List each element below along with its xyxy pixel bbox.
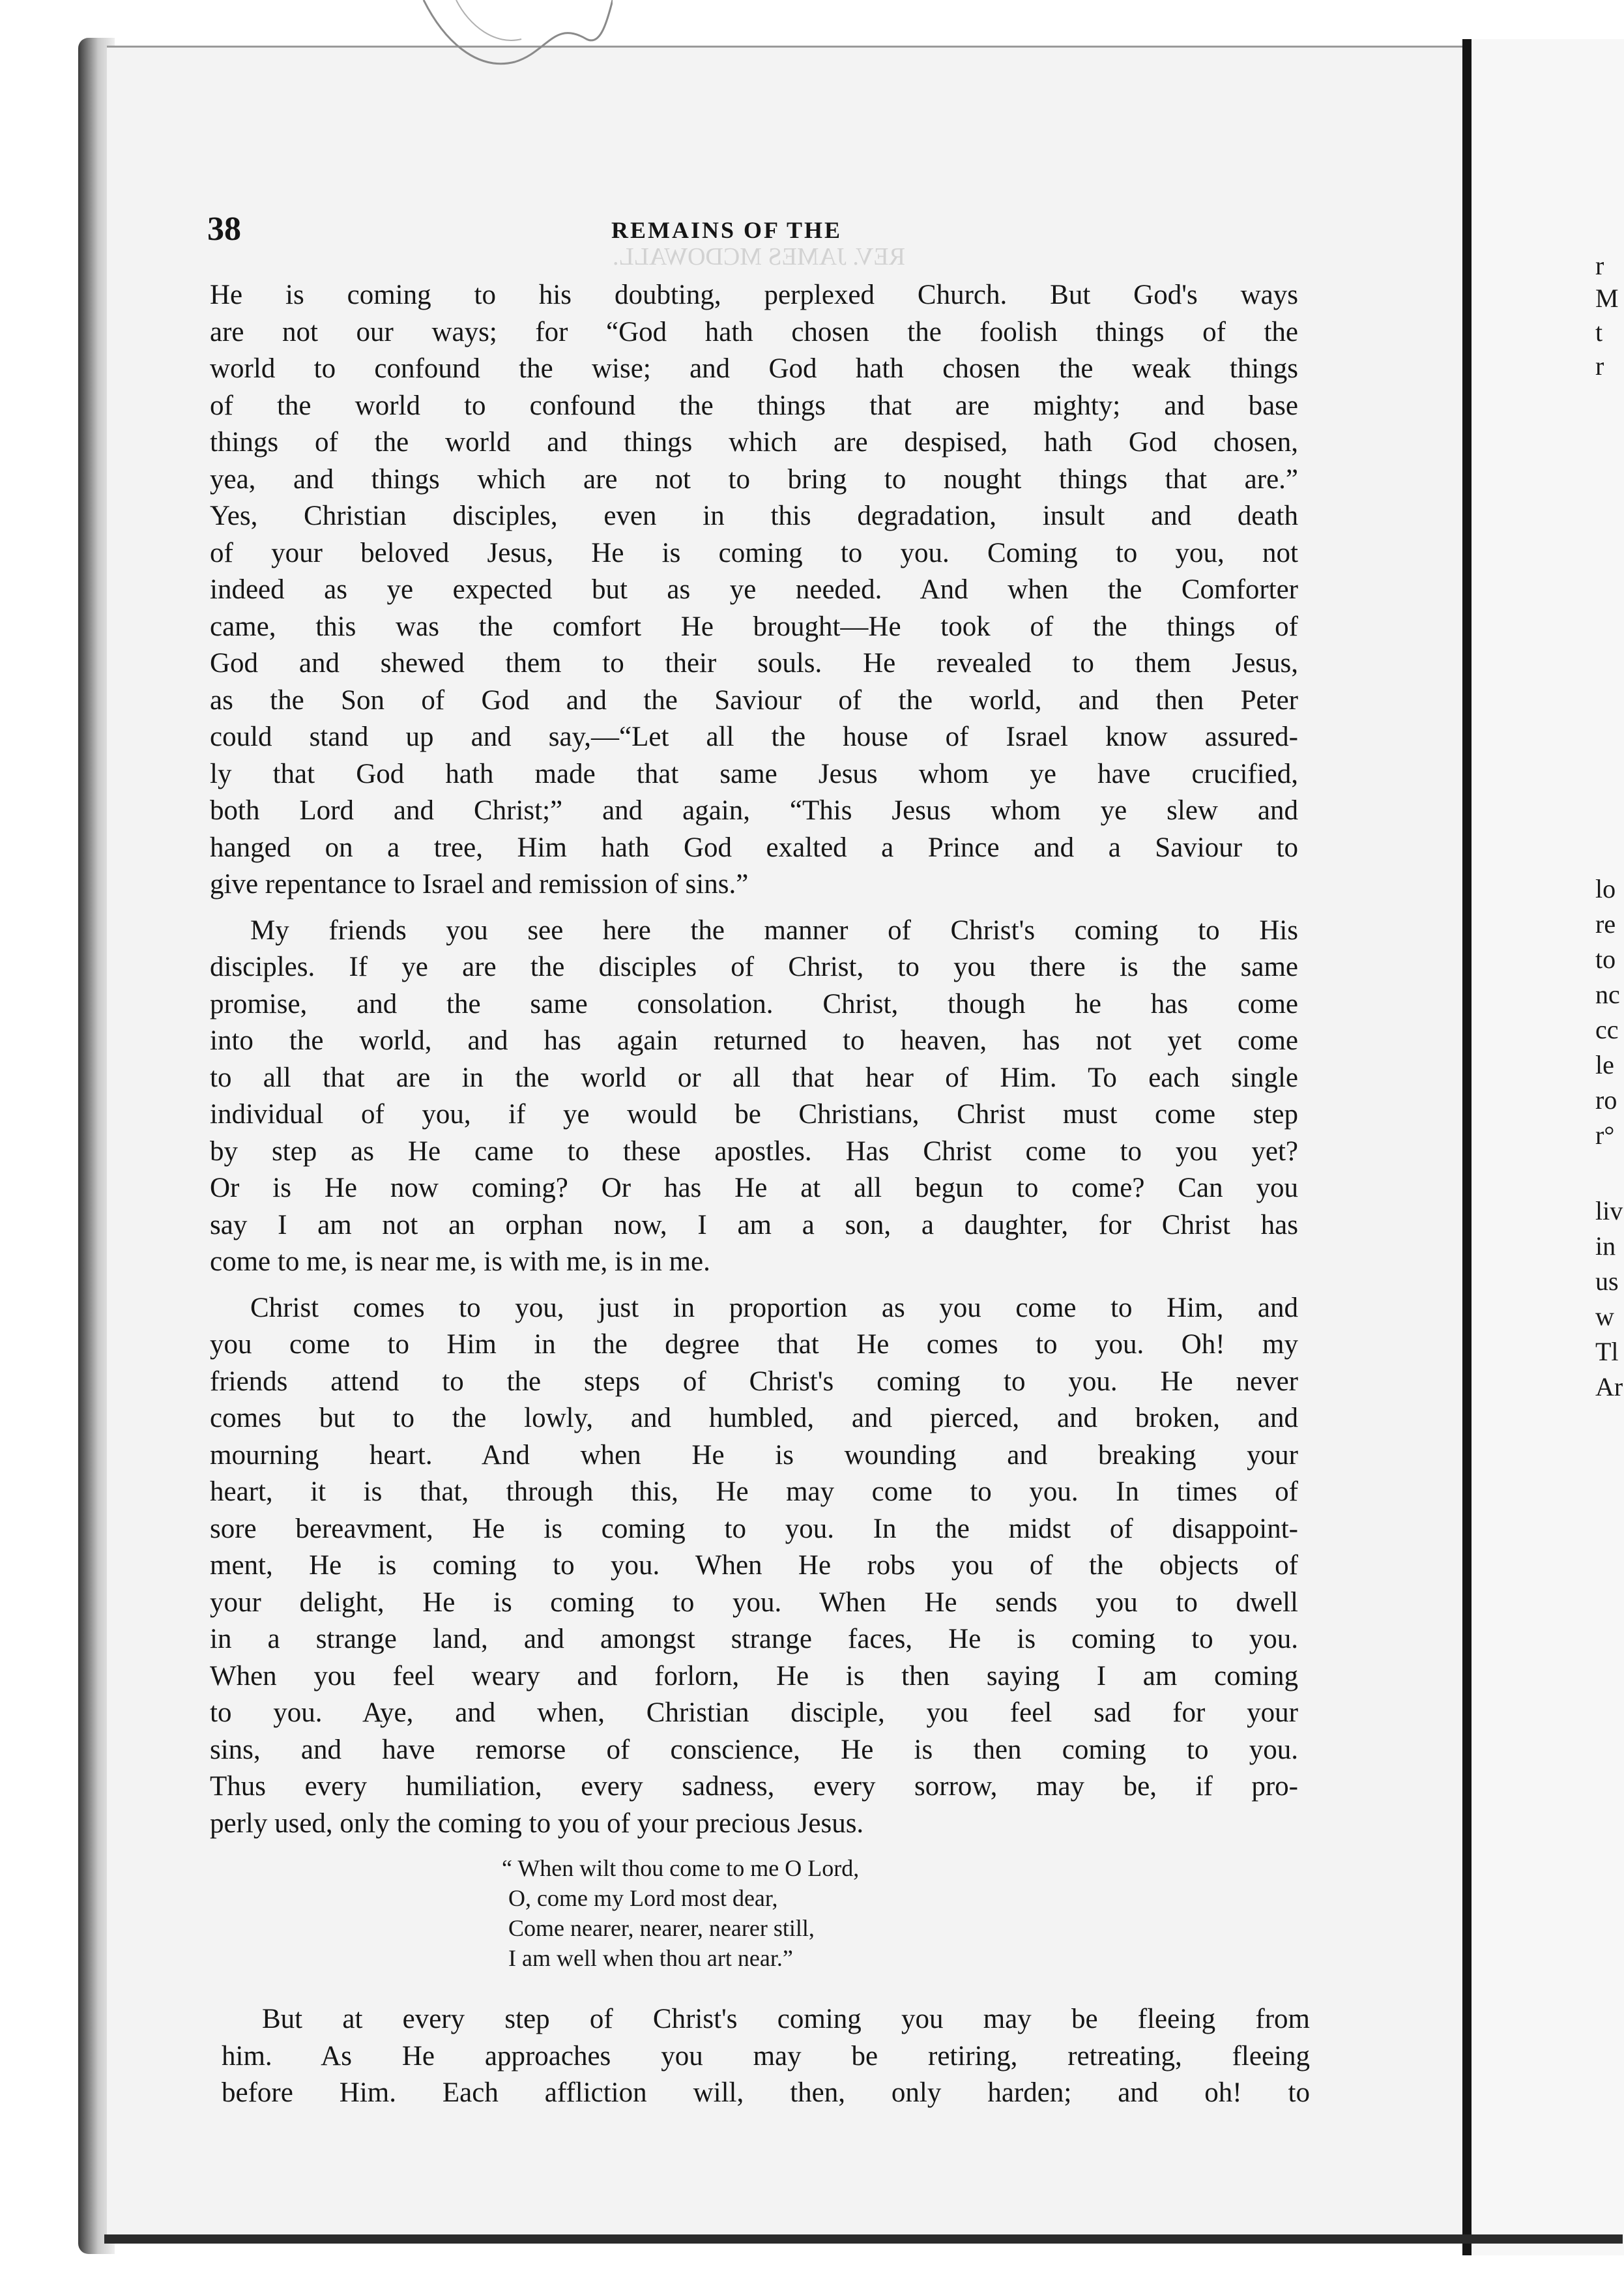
fragment-text: r xyxy=(1595,351,1604,381)
page-gutter xyxy=(1462,39,1472,2255)
fragment-text: in xyxy=(1595,1231,1616,1261)
text-line: of your beloved Jesus, He is coming to you. Coming to you, not xyxy=(210,537,1298,568)
fragment-text: us xyxy=(1595,1266,1619,1296)
text-line: things of the world and things which are despised, hath God chosen, xyxy=(210,427,1298,458)
text-line: Or is He now coming? Or has He at all begun to come? Can you xyxy=(210,1173,1298,1203)
text-line: to you. Aye, and when, Christian disciple, you feel sad for your xyxy=(210,1697,1298,1728)
body-text xyxy=(210,277,1298,1842)
text-line: God and shewed them to their souls. He revealed to them Jesus, xyxy=(210,648,1298,679)
text-line: Thus every humiliation, every sadness, every sorrow, may be, if pro- xyxy=(210,1771,1298,1802)
text-line: sins, and have remorse of conscience, He is then coming to you. xyxy=(210,1734,1298,1765)
fragment-text: Ar xyxy=(1595,1372,1623,1401)
text-line: Christ comes to you, just in proportion as you come to Him, and xyxy=(250,1292,1298,1323)
fragment-text: r xyxy=(1595,251,1604,280)
text-line: give repentance to Israel and remission of sins.” xyxy=(210,869,749,900)
text-line: promise, and the same consolation. Christ, though he has come xyxy=(210,988,1298,1019)
verse-line: O, come my Lord most dear, xyxy=(508,1885,778,1911)
text-line: say I am not an orphan now, I am a son, a daughter, for Christ has xyxy=(210,1209,1298,1240)
text-line: your delight, He is coming to you. When He sends you to dwell xyxy=(210,1587,1298,1618)
verse-line: I am well when thou art near.” xyxy=(508,1945,793,1971)
torn-paper-mark xyxy=(417,0,613,78)
text-line: ment, He is coming to you. When He robs you of the objects of xyxy=(210,1550,1298,1581)
text-line: by step as He came to these apostles. Has Christ come to you yet? xyxy=(210,1135,1298,1167)
text-line: But at every step of Christ's coming you may be fleeing from xyxy=(262,2004,1310,2034)
text-line: could stand up and say,—“Let all the house of Israel know assured- xyxy=(210,722,1298,752)
text-line: him. As He approaches you may be retiring, retreating, fleeing xyxy=(222,2040,1310,2072)
running-head xyxy=(207,210,1309,249)
text-line: come to me, is near me, is with me, is in me. xyxy=(210,1246,710,1277)
text-line: before Him. Each affliction will, then, only harden; and oh! to xyxy=(222,2077,1310,2108)
text-line: sore bereavment, He is coming to you. In the midst of disappoint- xyxy=(210,1513,1298,1544)
bleed-through-text: REV. JAMES MCDOWALL. xyxy=(613,243,906,271)
fragment-text: t xyxy=(1595,317,1603,347)
text-line: mourning heart. And when He is wounding and breaking your xyxy=(210,1439,1298,1471)
fragment-text: M xyxy=(1595,284,1619,313)
text-line: came, this was the comfort He brought—He took of the things of xyxy=(210,611,1298,642)
fragment-text: ro xyxy=(1595,1085,1617,1115)
fragment-text: cc xyxy=(1595,1015,1619,1044)
verse-line: “ When wilt thou come to me O Lord, xyxy=(502,1855,860,1881)
text-line: disciples. If ye are the disciples of Christ, to you there is the same xyxy=(210,952,1298,982)
fragment-text: w xyxy=(1595,1302,1614,1331)
text-line: are not our ways; for “God hath chosen the foolish things of the xyxy=(210,316,1298,347)
page-number: 38 xyxy=(207,211,241,248)
text-line: He is coming to his doubting, perplexed Church. But God's ways xyxy=(210,280,1298,310)
text-line: Yes, Christian disciples, even in this degradation, insult and death xyxy=(210,501,1298,531)
text-line: of the world to confound the things that are mighty; and base xyxy=(210,390,1298,421)
fragment-text: r° xyxy=(1595,1120,1615,1150)
page-bottom-edge xyxy=(104,2234,1623,2244)
text-line: you come to Him in the degree that He comes to you. Oh! my xyxy=(210,1329,1298,1360)
text-line: yea, and things which are not to bring to nought things that are.” xyxy=(210,463,1298,495)
body-text-continued xyxy=(222,2001,1310,2112)
fragment-text: le xyxy=(1595,1050,1614,1079)
text-line: as the Son of God and the Saviour of the world, and then Peter xyxy=(210,684,1298,716)
text-line: hanged on a tree, Him hath God exalted a Prince and a Saviour to xyxy=(210,832,1298,863)
text-line: into the world, and has again returned to heaven, has not yet come xyxy=(210,1025,1298,1056)
text-line: to all that are in the world or all that hear of Him. To each single xyxy=(210,1062,1298,1093)
text-line: My friends you see here the manner of Christ's coming to His xyxy=(250,915,1298,946)
fragment-text: re xyxy=(1595,909,1616,939)
text-line: comes but to the lowly, and humbled, and pierced, and broken, and xyxy=(210,1403,1298,1433)
text-line: in a strange land, and amongst strange faces, He is coming to you. xyxy=(210,1624,1298,1654)
text-line: heart, it is that, through this, He may come to you. In times of xyxy=(210,1476,1298,1507)
fragment-text: nc xyxy=(1595,980,1620,1009)
text-line: ly that God hath made that same Jesus whom ye have crucified, xyxy=(210,758,1298,789)
text-line: perly used, only the coming to you of your precious Jesus. xyxy=(210,1808,864,1839)
text-line: individual of you, if ye would be Christians, Christ must come step xyxy=(210,1099,1298,1130)
text-line: world to confound the wise; and God hath chosen the weak things xyxy=(210,353,1298,384)
verse-line: Come nearer, nearer, nearer still, xyxy=(508,1915,815,1941)
fragment-text: to xyxy=(1595,944,1616,974)
fragment-text: liv xyxy=(1595,1196,1623,1225)
fragment-text: lo xyxy=(1595,874,1616,903)
running-head-title: REMAINS OF THE xyxy=(611,217,843,243)
verse-quotation xyxy=(502,1853,1088,1973)
text-line: friends attend to the steps of Christ's coming to you. He never xyxy=(210,1366,1298,1397)
fragment-text: Tl xyxy=(1595,1337,1619,1366)
text-line: both Lord and Christ;” and again, “This Jesus whom ye slew and xyxy=(210,795,1298,826)
text-line: When you feel weary and forlorn, He is then saying I am coming xyxy=(210,1660,1298,1691)
text-line: indeed as ye expected but as ye needed. And when the Comforter xyxy=(210,574,1298,605)
